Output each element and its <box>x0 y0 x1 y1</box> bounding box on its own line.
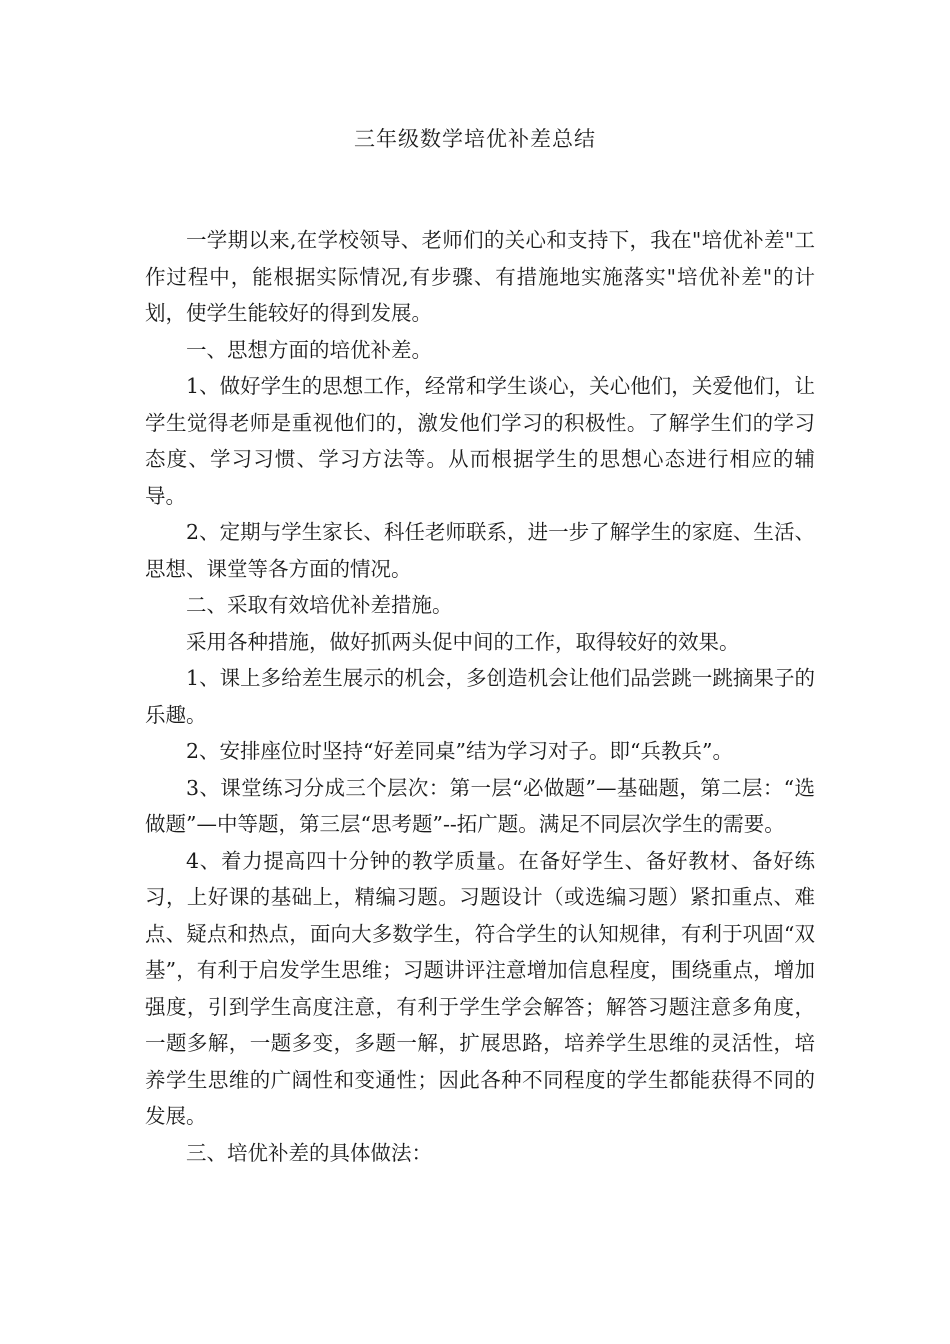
paragraph-2-2: 2、安排座位时坚持“好差同桌”结为学习对子。即“兵教兵”。 <box>186 739 733 763</box>
section-heading-2: 二、采取有效培优补差措施。 <box>186 593 453 617</box>
document-body <box>145 222 815 1171</box>
section-heading-3: 三、培优补差的具体做法： <box>186 1140 432 1165</box>
paragraph-intro: 一学期以来,在学校领导、老师们的关心和支持下，我在"培优补差"工作过程中，能根据实际情况,有步骤、有措施地实施落实"培优补差"的计划，使学生能较好的得到发展。 <box>145 228 815 325</box>
paragraph-1-2: 2、定期与学生家长、科任老师联系，进一步了解学生的家庭、生活、思想、课堂等各方面的情况。 <box>145 520 815 581</box>
document-title: 三年级数学培优补差总结 <box>354 127 596 151</box>
paragraph-2-1: 1、课上多给差生展示的机会，多创造机会让他们品尝跳一跳摘果子的乐趣。 <box>145 666 815 727</box>
paragraph-2-intro: 采用各种措施，做好抓两头促中间的工作，取得较好的效果。 <box>186 629 740 654</box>
paragraph-2-4: 4、着力提高四十分钟的教学质量。在备好学生、备好教材、备好练习，上好课的基础上，精编习题。习题设计（或选编习题）紧扣重点、难点、疑点和热点，面向大多数学生，符合学生的认知规律，有利于巩固“双基”，有利于启发学生思维；习题讲评注意增加信息程度，围绕重点，增加强度，引到学生高度注意，有利于学生学会解答；解答习题注意多角度，一题多解，一题多变，多题一解，扩展思路，培养学生思维的灵活性，培养学生思维的广阔性和变通性；因此各种不同程度的学生都能获得不同的发展。 <box>145 848 815 1128</box>
paragraph-1-1: 1、做好学生的思想工作，经常和学生谈心，关心他们，关爱他们，让学生觉得老师是重视他们的，激发他们学习的积极性。了解学生们的学习态度、学习习惯、学习方法等。从而根据学生的思想心态进行相应的辅导。 <box>145 374 815 508</box>
paragraph-2-3: 3、课堂练习分成三个层次：第一层“必做题”—基础题，第二层：“选做题”—中等题，第三层“思考题”--拓广题。满足不同层次学生的需要。 <box>145 775 815 836</box>
section-heading-1: 一、思想方面的培优补差。 <box>186 337 432 362</box>
